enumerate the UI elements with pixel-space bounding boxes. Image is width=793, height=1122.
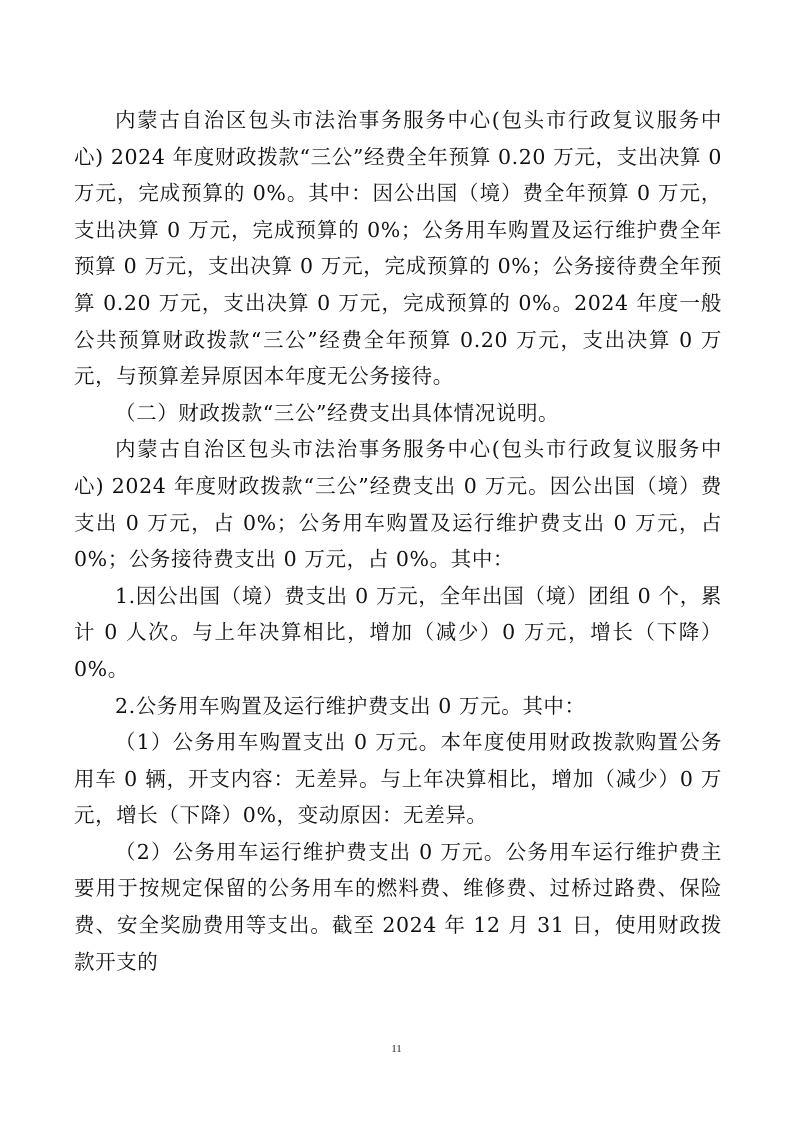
paragraph-overseas-travel: 1.因公出国（境）费支出 0 万元，全年出国（境）团组 0 个，累计 0 人次。与上年决算相比，增加（减少）0 万元，增长（下降）0%。 — [74, 583, 722, 681]
page-number: 11 — [391, 1043, 402, 1055]
document-body — [74, 102, 722, 980]
paragraph-vehicle-maintenance: （2）公务用车运行维护费支出 0 万元。公务用车运行维护费主要用于按规定保留的公务用车的燃料费、维修费、过桥过路费、保险费、安全奖励费用等支出。截至 2024 年 12 月 31 日，使用财政拨款开支的 — [74, 839, 722, 974]
section-heading-expenditure-details: （二）财政拨款“三公”经费支出具体情况说明。 — [115, 400, 560, 425]
paragraph-expenditure-summary: 内蒙古自治区包头市法治事务服务中心(包头市行政复议服务中心) 2024 年度财政拨款“三公”经费支出 0 万元。因公出国（境）费支出 0 万元，占 0%；公务用车购置及运行维护费支出 0 万元，占 0%；公务接待费支出 0 万元，占 0%。其中： — [74, 437, 722, 572]
paragraph-vehicle-purchase: （1）公务用车购置支出 0 万元。本年度使用财政拨款购置公务用车 0 辆，开支内容：无差异。与上年决算相比，增加（减少）0 万元，增长（下降）0%，变动原因：无差异。 — [74, 730, 722, 828]
paragraph-vehicle-expenses: 2.公务用车购置及运行维护费支出 0 万元。其中： — [115, 693, 586, 718]
paragraph-budget-summary: 内蒙古自治区包头市法治事务服务中心(包头市行政复议服务中心) 2024 年度财政拨款“三公”经费全年预算 0.20 万元，支出决算 0 万元，完成预算的 0%。其中：因公出国（境）费全年预算 0 万元，支出决算 0 万元，完成预算的 0%；公务用车购置及运行维护费全年预算 0 万元，支出决算 0 万元，完成预算的 0%；公务接待费全年预算 0.20 万元，支出决算 0 万元，完成预算的 0%。2024 年度一般公共预算财政拨款“三公”经费全年预算 0.20 万元，支出决算 0 万元，与预算差异原因本年度无公务接待。 — [74, 108, 722, 389]
